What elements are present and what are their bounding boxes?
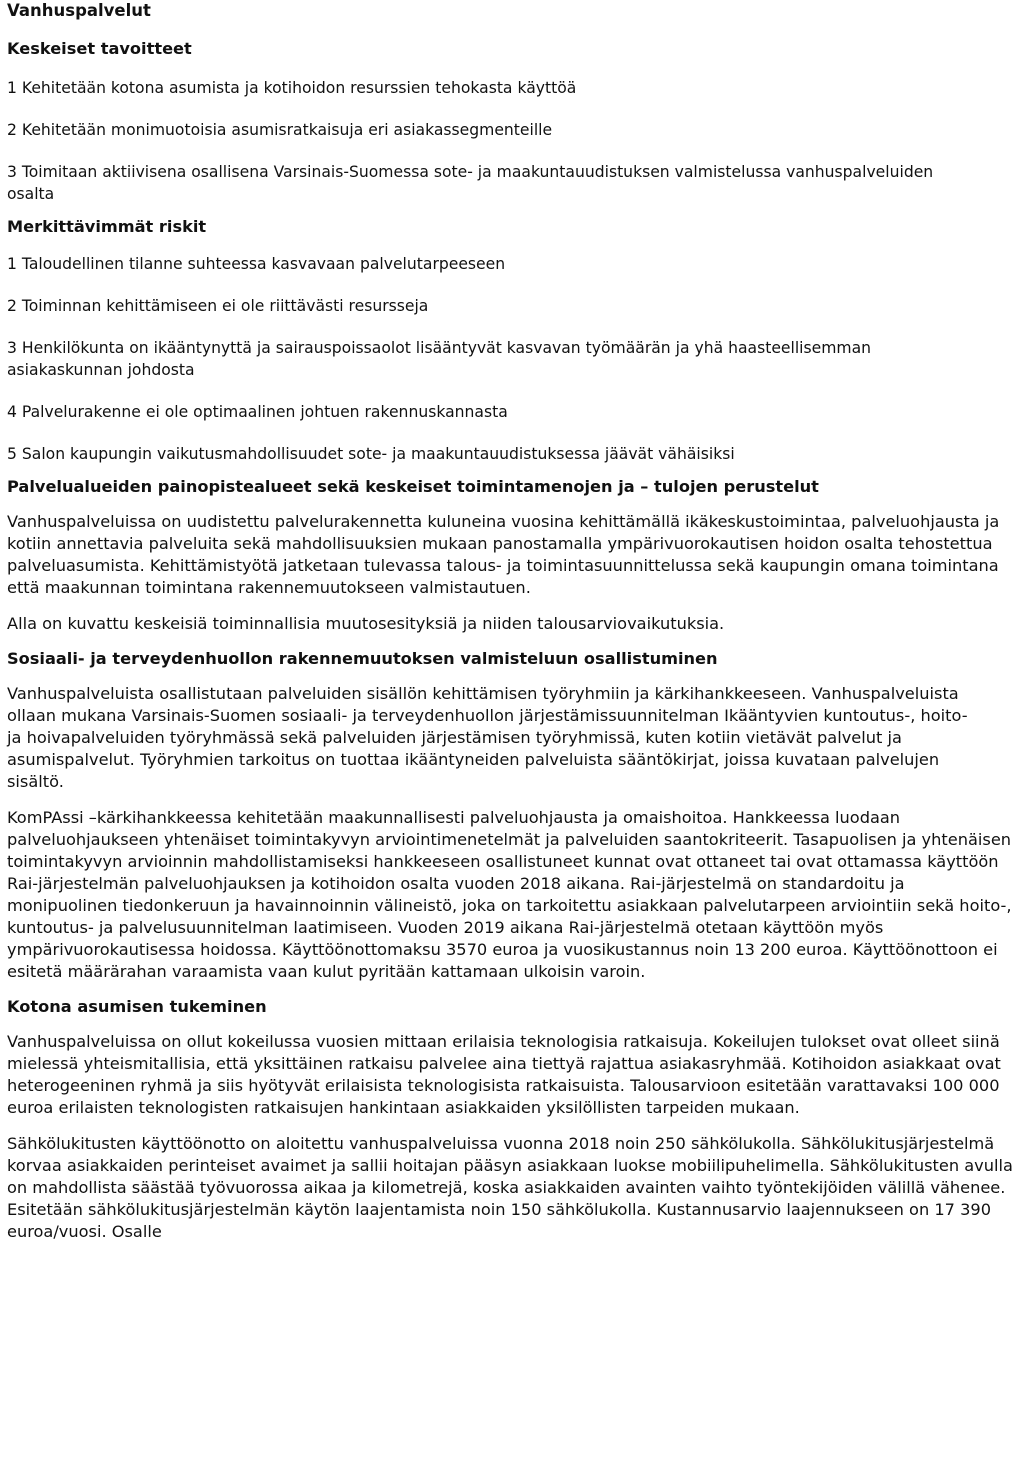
home-paragraph-1: Vanhuspalveluissa on ollut kokeilussa vuosien mittaan erilaisia teknologisia ratkaisuja. Kokeilujen tulokset ovat olleet siinä mielessä yhteismitallisia, että yksittäinen ratkaisu palvelee aina tiettyä rajattua asiakasryhmää. Kotihoidon asiakkaat ovat heterogeeninen ryhmä ja siis hyötyvät erilaisista teknologisista ratkaisuista. Talousarvioon esitetään varattavaksi 100 000 euroa erilaisten teknologisten ratkaisujen hankintaan asiakkaiden yksilöllisten tarpeiden mukaan.	[7, 1032, 1001, 1117]
goal-item-3: 3 Toimitaan aktiivisena osallisena Varsinais-Suomessa sote- ja maakuntauudistuksen valmistelussa vanhuspalveluiden osalta	[7, 163, 934, 203]
goals-list	[7, 77, 1019, 205]
goals-heading: Keskeiset tavoitteet	[7, 39, 192, 58]
goal-item-2: 2 Kehitetään monimuotoisia asumisratkaisuja eri asiakassegmenteille	[7, 121, 553, 139]
sote-heading: Sosiaali- ja terveydenhuollon rakennemuutoksen valmisteluun osallistuminen	[7, 649, 718, 668]
risk-item-2: 2 Toiminnan kehittämiseen ei ole riittävästi resursseja	[7, 297, 429, 315]
focus-paragraph-1: Vanhuspalveluissa on uudistettu palvelurakennetta kuluneina vuosina kehittämällä ikäkeskustoimintaa, palveluohjausta ja kotiin annettavia palveluita sekä mahdollisuuksien mukaan panostamalla ympärivuorokautisen hoidon osalta tehostettua palveluasumista. Kehittämistyötä jatketaan tulevassa talous- ja toimintasuunnittelussa sekä kaupungin omana toimintana että maakunnan toimintana rakennemuutokseen valmistautuen.	[7, 512, 1000, 597]
focus-heading: Palvelualueiden painopistealueet sekä keskeiset toimintamenojen ja – tulojen perustelut	[7, 477, 819, 496]
risks-list	[7, 253, 1019, 465]
risk-item-4: 4 Palvelurakenne ei ole optimaalinen johtuen rakennuskannasta	[7, 403, 508, 421]
risk-item-5: 5 Salon kaupungin vaikutusmahdollisuudet sote- ja maakuntauudistuksessa jäävät vähäisiksi	[7, 445, 735, 463]
risk-item-3: 3 Henkilökunta on ikääntynyttä ja sairauspoissaolot lisääntyvät kasvavan työmäärän ja yhä haasteellisemman asiakaskunnan johdosta	[7, 339, 872, 379]
home-heading: Kotona asumisen tukeminen	[7, 997, 267, 1016]
risks-heading: Merkittävimmät riskit	[7, 217, 207, 236]
risk-item-1: 1 Taloudellinen tilanne suhteessa kasvavaan palvelutarpeeseen	[7, 255, 506, 273]
sote-paragraph-2: KomPAssi –kärkihankkeessa kehitetään maakunnallisesti palveluohjausta ja omaishoitoa. Hankkeessa luodaan palveluohjaukseen yhtenäiset toimintakyvyn arviointimenetelmät ja palveluiden saantokriteerit. Tasapuolisen ja yhtenäisen toimintakyvyn arvioinnin mahdollistamiseksi hankkeeseen osallistuneet kunnat ovat ottaneet tai ovat ottamassa käyttöön Rai-järjestelmän palveluohjauksen ja kotihoidon osalta vuoden 2018 aikana. Rai-järjestelmä on standardoitu ja monipuolinen tiedonkeruun ja havainnoinnin välineistö, joka on tarkoitettu asiakkaan palvelutarpeen arviointiin sekä hoito-, kuntoutus- ja palvelusuunnitelman laatimiseen. Vuoden 2019 aikana Rai-järjestelmä otetaan käyttöön myös ympärivuorokautisessa hoidossa. Käyttöönottomaksu 3570 euroa ja vuosikustannus noin 13 200 euroa. Käyttöönottoon ei esitetä määrärahan varaamista vaan kulut pyritään kattamaan ulkoisin varoin.	[7, 808, 1012, 981]
page-title: Vanhuspalvelut	[7, 1, 151, 20]
focus-paragraph-2: Alla on kuvattu keskeisiä toiminnallisia muutosesityksiä ja niiden talousarviovaikutuksia.	[7, 614, 725, 633]
goal-item-1: 1 Kehitetään kotona asumista ja kotihoidon resurssien tehokasta käyttöä	[7, 79, 577, 97]
sote-paragraph-1: Vanhuspalveluista osallistutaan palveluiden sisällön kehittämisen työryhmiin ja kärkihankkeeseen. Vanhuspalveluista ollaan mukana Varsinais-Suomen sosiaali- ja terveydenhuollon järjestämissuunnitelman Ikääntyvien kuntoutus-, hoito- ja hoivapalveluiden työryhmässä sekä palveluiden järjestämisen työryhmissä, kuten kotiin vietävät palvelut ja asumispalvelut. Työryhmien tarkoitus on tuottaa ikääntyneiden palveluista sääntökirjat, joissa kuvataan palvelujen sisältö.	[7, 684, 968, 791]
home-paragraph-2: Sähkölukitusten käyttöönotto on aloitettu vanhuspalveluissa vuonna 2018 noin 250 sähkölukolla. Sähkölukitusjärjestelmä korvaa asiakkaiden perinteiset avaimet ja sallii hoitajan pääsyn asiakkaan luokse mobiilipuhelimella. Sähkölukitusten avulla on mahdollista säästää työvuorossa aikaa ja kilometrejä, koska asiakkaiden avainten vaihto työntekijöiden välillä vähenee. Esitetään sähkölukitusjärjestelmän käytön laajentamista noin 150 sähkölukolla. Kustannusarvio laajennukseen on 17 390 euroa/vuosi. Osalle	[7, 1134, 1013, 1241]
